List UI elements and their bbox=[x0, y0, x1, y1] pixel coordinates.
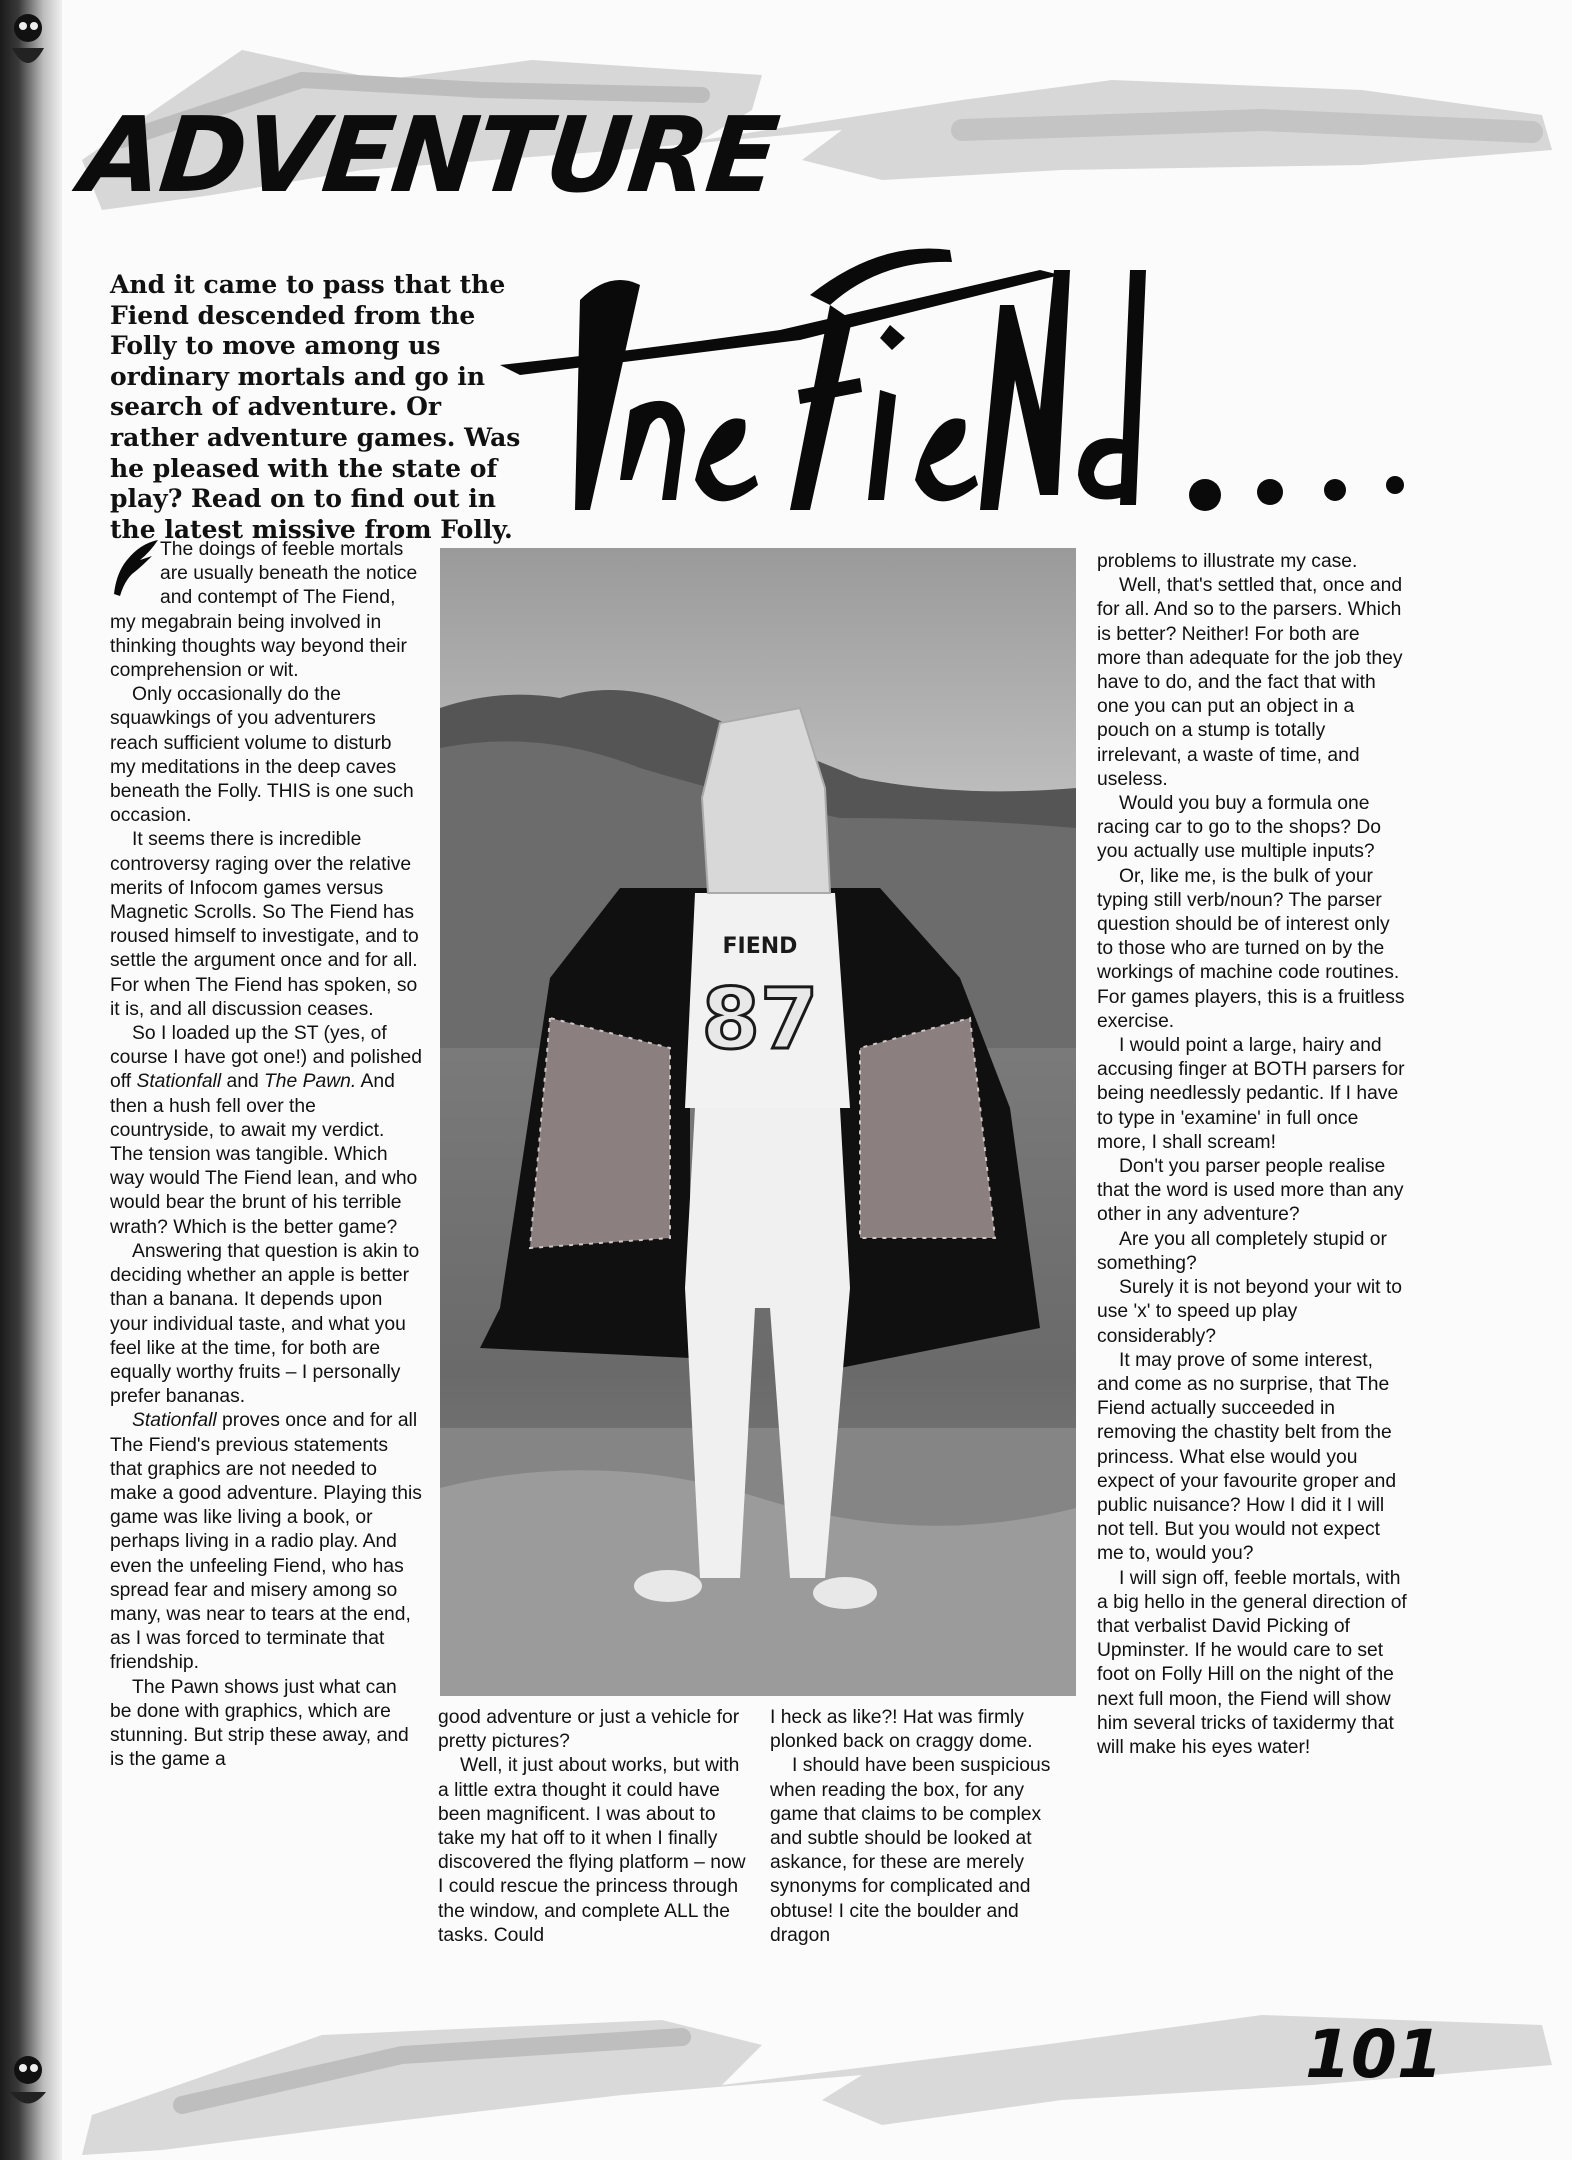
paragraph: It seems there is incredible controversy raging over the relative merits of Infocom games versus Magnetic Scrolls. So The Fiend has roused himself to investigate, and to settle the argument once and for all. For when The Fiend has spoken, so it is, and all discussion ceases. bbox=[110, 829, 419, 1020]
article-title-script bbox=[480, 210, 1480, 540]
paragraph: The doings of feeble mortals are usually beneath the notice and contempt of The Fiend, my megabrain being involved in thinking thoughts way beyond their comprehension or wit. bbox=[110, 539, 418, 682]
paragraph: Don't you parser people realise that the word is used more than any other in any adventure? bbox=[1097, 1156, 1404, 1226]
paragraph: Well, that's settled that, once and for all. And so to the parsers. Which is better? Neither! For both are more than adequate for the job they have to do, and the fact that with one you can put an object in a pouch on a stump is totally irrelevant, a waste of time, and useless. bbox=[1097, 575, 1403, 790]
shirt-text: FIEND bbox=[722, 934, 798, 959]
article-column-1 bbox=[110, 538, 422, 1772]
paragraph: Answering that question is akin to deciding whether an apple is better than a banana. It depends upon your individual taste, and what you feel like at the time, for both are equally worthy fruits – I personally prefer bananas. bbox=[110, 1240, 420, 1408]
game-title: Stationfall bbox=[132, 1410, 217, 1432]
section-heading: ADVENTURE bbox=[75, 94, 783, 216]
paragraph: Only occasionally do the squawkings of you adventurers reach sufficient volume to disturb my meditations in the deep caves beneath the Folly. THIS is one such occasion. bbox=[110, 684, 414, 827]
paragraph: Or, like me, is the bulk of your typing still verb/noun? The parser question should be of interest only to those who are turned on by the workings of machine code routines. For games players, this is a fruitless exercise. bbox=[1097, 865, 1405, 1032]
paragraph bbox=[110, 1409, 422, 1675]
page-number: 101 bbox=[1305, 2016, 1443, 2093]
text-run: and bbox=[226, 1071, 259, 1093]
paragraph: Well, it just about works, but with a little extra thought it could have been magnificent. I was about to take my hat off to it when I finally discovered the flying platform – now I could rescue the princess through the window, and complete ALL the tasks. Could bbox=[438, 1755, 746, 1946]
paragraph: Are you all completely stupid or something? bbox=[1097, 1228, 1387, 1274]
paragraph: It may prove of some interest, and come as no surprise, that The Fiend actually succeeded in removing the chastity belt from the princess. What else would you expect of your favourite groper and public nuisance? How I did it I will not tell. But you would not expect me to, would you? bbox=[1097, 1349, 1397, 1565]
page-binding bbox=[0, 0, 62, 2160]
paragraph: I heck as like?! Hat was firmly plonked back on craggy dome. bbox=[770, 1707, 1033, 1753]
article-column-4 bbox=[1097, 550, 1407, 1760]
paragraph: The Pawn shows just what can be done with graphics, which are stunning. But strip these away, and is the game a bbox=[110, 1676, 409, 1771]
corner-mascot-icon bbox=[4, 2040, 50, 2110]
paragraph: Surely it is not beyond your wit to use 'x' to speed up play considerably? bbox=[1097, 1277, 1402, 1347]
game-title: Stationfall bbox=[136, 1071, 222, 1093]
paragraph bbox=[110, 1022, 422, 1240]
corner-mascot-icon bbox=[4, 8, 50, 78]
paragraph: problems to illustrate my case. bbox=[1097, 551, 1358, 572]
intro-standfirst: And it came to pass that the Fiend descended from the Folly to move among us ordinary mortals and go in search of adventure. Or rather adventure games. Was he pleased with the state of play? Read on to find out in the latest missive from Folly. bbox=[110, 270, 521, 544]
paragraph: I would point a large, hairy and accusing finger at BOTH parsers for being needlessly pedantic. If I have to type in 'examine' in full once more, I shall scream! bbox=[1097, 1035, 1405, 1153]
paragraph: I should have been suspicious when reading the box, for any game that claims to be complex and subtle should be looked at askance, for these are merely synonyms for complicated and obtuse! I cite the boulder and dragon bbox=[770, 1755, 1051, 1946]
text-run: proves once and for all The Fiend's previous statements that graphics are not needed to make a good adventure. Playing this game was like living a book, or perhaps living in a radio play. And even the unfeeling Fiend, who has spread fear and misery among so many, was near to tears at the end, as I was forced to terminate that friendship. bbox=[110, 1410, 422, 1674]
paragraph: Would you buy a formula one racing car to go to the shops? Do you actually use multiple inputs? bbox=[1097, 793, 1382, 863]
text-run: And then a hush fell over the countryside, to await my verdict. The tension was tangible. Which way would The Fiend lean, and who would bear the brunt of his terrible wrath? Which is the better game? bbox=[110, 1071, 418, 1238]
fiend-photograph bbox=[440, 548, 1076, 1696]
shirt-number: 87 bbox=[701, 970, 819, 1068]
dropcap-quill bbox=[110, 538, 160, 606]
paragraph: good adventure or just a vehicle for pretty pictures? bbox=[438, 1707, 740, 1753]
paragraph: I will sign off, feeble mortals, with a big hello in the general direction of that verbalist David Picking of Upminster. If he would care to set foot on Folly Hill on the night of the next full moon, the Fiend will show him several tricks of taxidermy that will make his eyes water! bbox=[1097, 1567, 1407, 1758]
photo-illustration bbox=[440, 548, 1076, 1696]
article-column-2 bbox=[438, 1706, 753, 1948]
text-run: So I loaded up the ST (yes, of course I have got one!) and polished off bbox=[110, 1023, 422, 1093]
article-column-3 bbox=[770, 1706, 1075, 1948]
quill-icon bbox=[110, 538, 160, 600]
game-title: The Pawn. bbox=[264, 1071, 357, 1093]
